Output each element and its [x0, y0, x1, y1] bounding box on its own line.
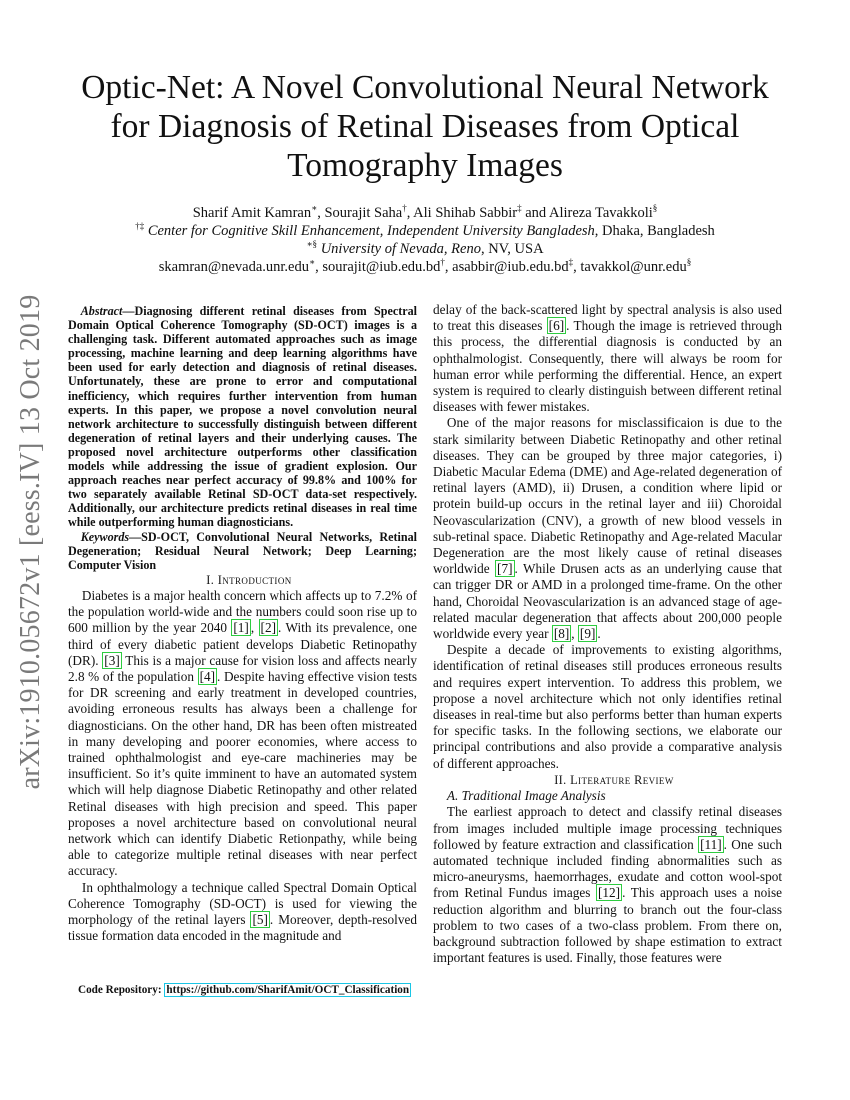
citation-link[interactable]: [2] — [260, 620, 276, 636]
subsection-heading: A. Traditional Image Analysis — [446, 788, 606, 804]
author-names: Sharif Amit Kamran∗, Sourajit Saha†, Ali Shihab Sabbir‡ and Alireza Tavakkoli§ — [192, 203, 658, 221]
code-repository-footnote: Code Repository: https://github.com/SharifAmit/OCT_Classification — [78, 984, 410, 996]
abstract: Abstract—Diagnosing different retinal diseases from Spectral Domain Optical Coherence Tomography (SD-OCT) images is a challenging task. Different automated approaches such as image processing, machine learning and deep learning algorithms have been used for early detection and diagnosis of retinal diseases. Unfortunately, these are prone to error and computational inefficiency, which requires further intervention from human experts. In this paper, we propose a novel convolution neural network architecture to successfully distinguish between different degeneration of retinal layers and their underlying causes. The proposed novel architecture outperforms other classification models while addressing the issue of gradient explosion. Our approach reaches near perfect accuracy of 99.8% and 100% for two separately available Retinal SD-OCT data-set respectively. Additionally, our architecture predicts retinal diseases in real time while outperforming human diagnosticians. — [68, 304, 417, 530]
left-column — [68, 304, 417, 944]
email: asabbir@iub.edu.bd — [452, 259, 569, 275]
author-name: Ali Shihab Sabbir — [413, 205, 518, 221]
citation-link[interactable]: [5] — [252, 912, 268, 928]
author-mark: ∗ — [311, 203, 318, 214]
affiliation-1: †‡ Center for Cognitive Skill Enhancement, Independent University Bangladesh, Dhaka, Bangladesh — [135, 221, 715, 239]
author-emails: skamran@nevada.unr.edu∗, sourajit@iub.edu.bd†, asabbir@iub.edu.bd‡, tavakkol@unr.edu§ — [158, 257, 692, 275]
author-name: Sharif Amit Kamran — [192, 205, 312, 221]
author-mark: † — [402, 203, 407, 214]
section-heading-introduction: I. Introduction — [206, 572, 292, 587]
paragraph: The earliest approach to detect and classify retinal diseases from images included multiple image processing techniques followed by feature extraction and classification [11] . One such automated technique included finding abnormalities such as micro-aneurysms, haemorrhages, exudate and cotton wool-spot from Retinal Fundus images [12] . This approach uses a noise reduction algorithm and blurring to branch out the four-class problem to two cases of a two-class problem. From there on, background subtraction followed by shape estimation to extract important features is used. Finally, those features were — [433, 804, 782, 966]
paragraph: delay of the back-scattered light by spectral analysis is also used to treat this diseases [6] . Though the image is retrieved through this process, the differential diagnosis is conducted by an ophthalmologist. Consequently, there will always be room for human error while performing the differential. Hence, an expert system is required to clearly distinguish between different retinal diseases with fewer mistakes. — [433, 302, 782, 415]
author-name: Sourajit Saha — [324, 205, 403, 221]
citation-link[interactable]: [12] — [598, 885, 621, 901]
citation-link[interactable]: [3] — [104, 652, 120, 668]
email: tavakkol@unr.edu — [580, 259, 687, 275]
paragraph: One of the major reasons for misclassificaion is due to the stark similarity between Diabetic Retinopathy and other retinal diseases. They can be grouped by three major categories, i) Diabetic Macular Edema (DME) and Age-related degeneration of retinal layers (AMD), ii) Drusen, a condition where lipid or protein build-up occurs in the retinal layer and iii) Choroidal Neovascularization (CNV), a growth of new blood vessels in sub-retinal space. Diabetic Retinopathy and Age-related Macular Degeneration are the most likely cause of retinal diseases worldwide [7] . While Drusen acts as an underlying cause that can trigger DR or AMD in a prolonged time-frame. On the other hand, Choroidal Neovascularization is an advanced stage of age-related macular degeneration that affects about 200,000 people worldwide every year [8] , [9] . — [433, 415, 783, 642]
paragraph: In ophthalmology a technique called Spectral Domain Optical Coherence Tomography (SD-OCT) is used for viewing the morphology of the retinal layers [5] . Moreover, depth-resolved tissue formation data encoded in the magnitude and — [68, 879, 417, 944]
section-heading-literature-review: II. Literature Review — [554, 772, 674, 787]
paragraph: Diabetes is a major health concern which affects up to 7.2% of the population world-wide and the numbers could soon rise up to 600 million by the year 2040 [1] , [2] . With its prevalence, one third of every diabetic patient develops Diabetic Retinopathy (DR). [3] This is a major cause for vision loss and affects nearly 2.8 % of the population [4] . Despite having effective vision tests for DR screening and early treatment in developed countries, avoiding erroneous results has always been a challenge for diagnosticians. On the other hand, DR has been often mistreated in many developing and poorer economies, where access to trained ophthalmologist and eye-care machineries may be insufficient. So it’s quite imminent to have an automated system which will help diagnose Diabetic Retinopathy and other related Retinal diseases with high precision and speed. This paper proposes a novel architecture based on convolutional neural network which can identify Diabetic Retionpathy, while being able to categorize multiple retinal diseases with near perfect accuracy. — [68, 587, 418, 879]
citation-link[interactable]: [6] — [548, 318, 565, 334]
author-block — [60, 204, 790, 276]
keywords: Keywords—SD-OCT, Convolutional Neural Networks, Retinal Degeneration; Residual Neural Network; Deep Learning; Computer Vision — [68, 529, 417, 572]
citation-link[interactable]: [1] — [233, 620, 249, 636]
author-mark: § — [652, 203, 658, 214]
affiliation-2: ∗§ University of Nevada, Reno, NV, USA — [306, 239, 544, 257]
citation-link[interactable]: [4] — [199, 669, 216, 684]
author-mark: ‡ — [517, 203, 522, 214]
right-column — [433, 302, 782, 966]
citation-link[interactable]: [7] — [497, 561, 513, 577]
citation-link[interactable]: [11] — [700, 836, 722, 852]
author-name: Alireza Tavakkoli — [548, 205, 653, 221]
arxiv-identifier — [0, 292, 62, 792]
email: skamran@nevada.unr.edu — [158, 259, 309, 275]
email: sourajit@iub.edu.bd — [322, 259, 441, 275]
arxiv-identifier-text: arXiv:1910.05672v1 [eess.IV] 13 Oct 2019 — [15, 294, 46, 790]
citation-link[interactable]: [9] — [579, 626, 596, 642]
paragraph: Despite a decade of improvements to existing algorithms, identification of retinal diseases still produces erroneous results and requires expert intervention. To address this problem, we propose a novel architecture which not only identifies retinal diseases in real-time but also performs better than human experts for specific tasks. In the following sections, we elaborate our principal contributions and also provide a comparative analysis of different approaches. — [433, 642, 782, 771]
citation-link[interactable]: [8] — [553, 626, 570, 642]
code-repository-link[interactable]: https://github.com/SharifAmit/OCT_Classification — [166, 984, 410, 996]
paper-title: Optic-Net: A Novel Convolutional Neural Network for Diagnosis of Retinal Diseases from Optical Tomography Images — [81, 69, 769, 184]
